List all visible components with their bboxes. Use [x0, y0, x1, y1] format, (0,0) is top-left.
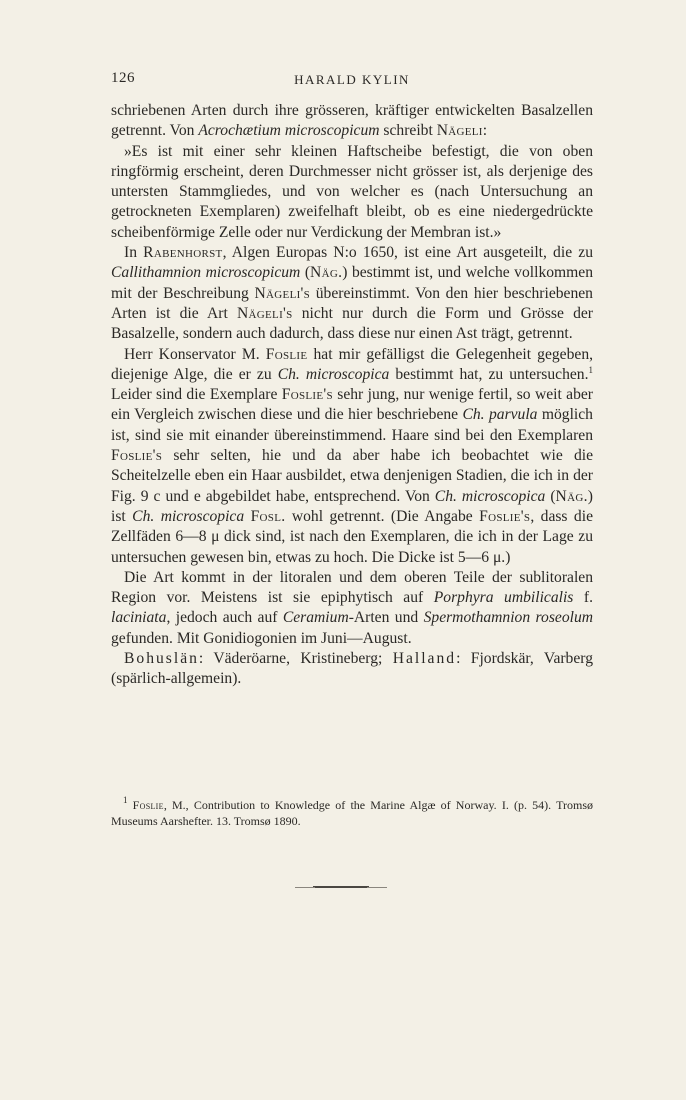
paragraph-3 [111, 243, 593, 344]
region-name: Halland [392, 650, 457, 668]
text-run: , dass die Zellfäden 6—8 μ dick sind, ist nach den Exemplaren, die ich in der Lage zu untersuchen gewesen bin, etwas zu hoch. Die Dicke ist 5—6 μ.) [111, 507, 593, 566]
end-rule [313, 886, 369, 888]
author-name: Näg. [310, 264, 343, 282]
species-name: laciniata [111, 609, 167, 627]
author-name: Foslie [265, 345, 308, 363]
text-run: : Väderöarne, Kristineberg; [198, 650, 393, 668]
author-name: Foslie's [281, 386, 333, 404]
text-run: schreibt [379, 122, 437, 140]
author-name: Foslie's [111, 447, 163, 465]
text-run: sehr selten, hie und da aber habe ich beobachtet wie die Scheitelzelle eben ein Haar ausbildet, etwa denjenigen Stadien, die ich in der Fig. 9 c und e abgebildet habe, entsprechend. Von [111, 447, 593, 505]
author-name: Näg. [555, 487, 588, 505]
text-run: Die Art kommt in der litoralen und dem oberen Teile der sublitoralen Region vor. Meistens ist sie epiphytisch auf [111, 568, 593, 607]
author-name: Nägeli's [236, 304, 293, 322]
text-run: gefunden. Mit Gonidiogonien im Juni—August. [111, 629, 412, 647]
text-run: ) ist [111, 487, 593, 525]
text-run: möglich ist, sind sie mit einander übereinstimmend. Haare sind bei den Exemplaren [111, 406, 593, 444]
footnote-text [111, 795, 594, 829]
text-run: f. [573, 589, 593, 607]
text-run: In [124, 244, 144, 262]
text-run: sehr jung, nur wenige fertil, so weit aber ein Vergleich zwischen diese und die hier beschriebene [111, 386, 593, 424]
species-name: Ch. microscopica [434, 487, 546, 505]
text-run: -Arten und [348, 609, 424, 627]
text-run: ) bestimmt ist, und welche vollkommen mit der Beschreibung [111, 264, 594, 302]
footnote-mark: 1 [123, 795, 128, 805]
body-text [111, 101, 593, 690]
paragraph-1 [111, 101, 593, 142]
page-number: 126 [111, 70, 135, 86]
text-run: ( [300, 264, 311, 282]
author-name: Rabenhorst [143, 244, 223, 262]
text-run: , Algen Europas N:o 1650, ist eine Art ausgeteilt, die zu [222, 244, 593, 262]
author-name: Foslie [132, 798, 164, 812]
species-name: Spermothamnion roseolum [423, 609, 594, 627]
paragraph-4 [111, 345, 593, 568]
author-name: Nägeli's [254, 284, 311, 302]
text-run: übereinstimmt. Von den hier beschriebenen Arten ist die Art [111, 284, 593, 322]
text-run: : [482, 122, 488, 140]
species-name: Porphyra umbilicalis [433, 589, 574, 607]
species-name: Ch. parvula [462, 406, 538, 424]
text-run: , M., Contribution to Knowledge of the Marine Algæ of Norway. I. (p. 54). Tromsø Museums Aarshefter. 13. Tromsø 1890. [111, 798, 594, 828]
text-run: Leider sind die Exemplare [111, 386, 282, 404]
species-name: Ceramium [282, 609, 349, 627]
text-run: , jedoch auch auf [166, 609, 283, 627]
text-run: bestimmt hat, zu untersuchen. [389, 365, 589, 383]
species-name: Callithamnion microscopicum [111, 264, 301, 282]
text-run: nicht nur durch die Form und Grösse der Basalzelle, sondern auch dadurch, dass diese nur einen Ast trägt, getrennt. [111, 304, 593, 343]
author-name: Nägeli [436, 122, 483, 140]
species-name: Ch. microscopica [132, 507, 245, 525]
text-run: hat mir gefälligst die Gelegenheit gegeben, diejenige Alge, die er zu [111, 345, 594, 383]
footnote-ref: 1 [588, 364, 593, 375]
paragraph-2-quote: »Es ist mit einer sehr kleinen Haftscheibe befestigt, die von oben ringförmig erscheint, deren Durchmesser nicht grösser ist, als derjenige des untersten Stammgliedes, und von welcher es (nach Untersuchung an getrockneten Exemplaren) zweifelhaft bleibt, ob es eine niedergedrückte scheibenförmige Zelle oder nur Verdickung der Membran ist.» [111, 142, 593, 241]
species-name: Acrochætium microscopicum [198, 122, 380, 140]
running-head: HARALD KYLIN [294, 72, 410, 87]
paragraph-6-localities [111, 649, 593, 690]
text-run: : Fjordskär, Varberg (spärlich-allgemein). [111, 650, 593, 688]
page-header [111, 70, 593, 92]
text-run: Herr Konservator M. [124, 345, 266, 363]
region-name: Bohuslän [124, 650, 199, 668]
species-name: Ch. microscopica [277, 365, 390, 383]
author-name: Fosl. [250, 507, 286, 525]
author-name: Foslie's [479, 507, 531, 525]
text-run: wohl getrennt. (Die Angabe [285, 507, 480, 525]
text-run: schriebenen Arten durch ihre grösseren, kräftiger entwickelten Basalzellen getrennt. Von [111, 102, 593, 140]
footnote [111, 795, 594, 829]
text-run: ( [545, 487, 556, 505]
paragraph-5 [111, 568, 593, 649]
